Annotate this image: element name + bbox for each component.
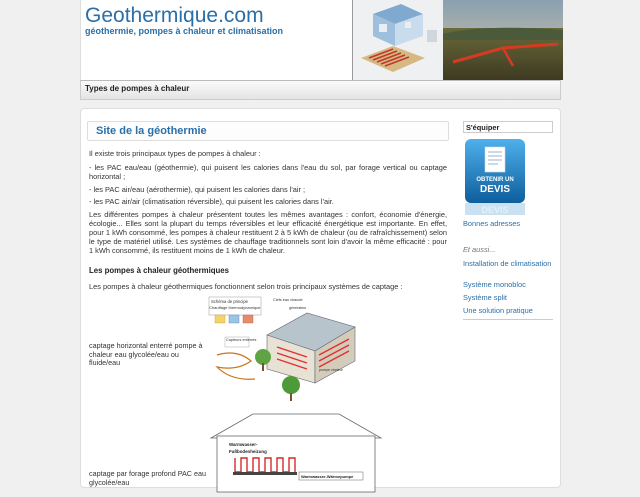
horizontal-collector-diagram [207,295,377,405]
sidebar-link-solution[interactable]: Une solution pratique [463,306,533,315]
geothermal-banner-illustration [353,0,563,80]
section-intro: Les pompes à chaleur géothermiques fonctionnent selon trois principaux systèmes de captage : [89,282,403,291]
devis-line2: DEVIS [479,184,511,195]
sidebar-divider [463,319,553,320]
post-title-box [87,121,449,141]
diagram1-pompe-label: pompe chaleur [319,368,343,372]
list-item-pac-eau-eau: - les PAC eau/eau (géothermie), qui puisent les calories dans l'eau du sol, par forage vertical ou captage horizontal ; [89,163,447,181]
caption-forage: captage par forage profond PAC eau glycolée/eau [89,469,206,487]
post-intro: Il existe trois principaux types de pompes à chaleur : [89,149,261,158]
sidebar-section-label: Et aussi... [463,245,496,254]
header-banner-image [352,0,562,80]
list-item-pac-air-air: - les PAC air/air (climatisation réversible), qui puisent les calories dans l'air. [89,197,334,206]
diagram2-fussboden-label: Fußbodenheizung [229,449,267,454]
main-navigation [80,80,561,100]
post-title[interactable]: Site de la géothermie [96,125,207,137]
document-icon [485,147,505,172]
site-title[interactable]: Geothermique.com [85,4,264,27]
content-wrapper [80,108,561,488]
site-description: géothermie, pompes à chaleur et climatisation [85,26,284,36]
devis-reflection: DEVIS [481,205,509,215]
caption-horizontal: captage horizontal enterré pompe à chaleur eau glycolée/eau ou fluide/eau [89,341,203,367]
post-paragraph: Les différentes pompes à chaleur présentent toutes les mêmes avantages : confort, économie d'énergie, écologie... Elles sont la plupart du temps réversibles et leur efficacité énergétique est importante. En effet, pour 1 kWh consommé, les pompes à chaleur restituent 2 à 5 kWh de chaleur (ou de rafraîchissement) selon le type de matériel utilisé. Les systèmes de chauffage traditionnels sont loin d'avoir la même efficacité : pour 1 kWh consommé, ils restituent moins de 1 kWh de chaleur. [89,210,447,255]
diagram1-schema-label: Schéma de principe [211,299,249,304]
diagram2-warmwasser-label: Warmwasser- [229,442,258,447]
widget-title-equiper: S'équiper [463,121,553,133]
devis-button[interactable] [465,139,525,215]
diagram1-chauffage-label: Chauffage thermodynamique [209,305,261,310]
sidebar-link-monobloc[interactable]: Système monobloc [463,280,526,289]
sidebar-link-split[interactable]: Système split [463,293,507,302]
nav-item-types-pompes[interactable]: Types de pompes à chaleur [85,84,190,93]
diagram2-waermepumpe-label: Warmwasser-Wärmepumpe [301,474,354,479]
deep-drilling-diagram [207,412,382,492]
list-item-pac-air-eau: - les PAC air/eau (aérothermie), qui puisent les calories dans l'air ; [89,185,306,194]
diagram1-generateur-label: générateur [289,306,307,310]
sidebar-link-installation[interactable]: Installation de climatisation [463,259,552,268]
sidebar-link-bonnes-adresses[interactable]: Bonnes adresses [463,219,521,228]
section-heading: Les pompes à chaleur géothermiques [89,266,229,275]
site-header [80,0,561,80]
devis-line1: OBTENIR UN [476,177,514,183]
diagram1-capteurs-label: Capteurs enterrés [226,338,257,342]
diagram1-clefs-label: Clefs eau chaude [273,298,303,302]
